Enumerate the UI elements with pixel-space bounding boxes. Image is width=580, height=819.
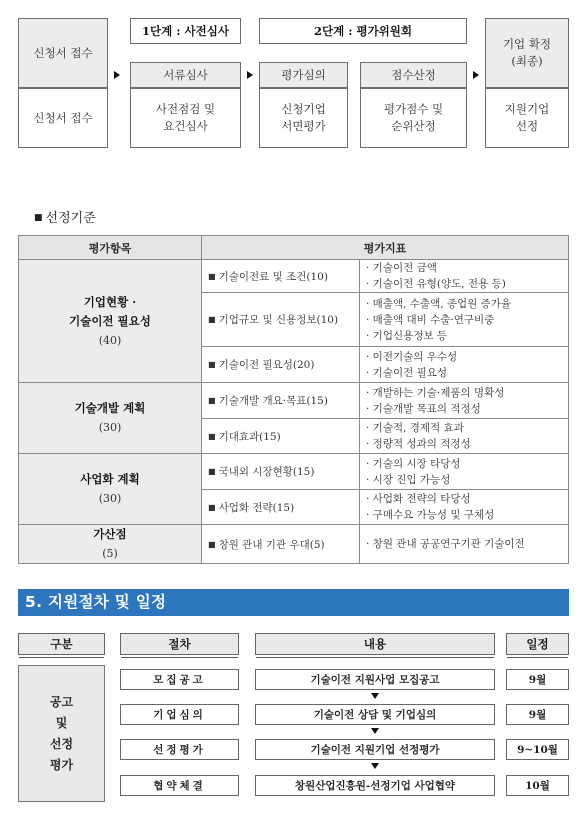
indicator-text: 기술이전 필요성(20) [218,359,315,371]
header-procedure-text: 절차 [168,637,191,651]
detail-cell [360,293,569,347]
flow-doc-review-line1: 사전점검 및 [155,102,216,116]
flow-doc-review-line2: 요건심사 [163,119,208,133]
detail-cell [360,383,569,419]
indicator-cell [202,454,360,490]
indicator-cell [202,293,360,347]
detail-line: · 기술개발 목표의 적정성 [366,402,481,415]
table-row [19,260,569,293]
flow-doc-review-top-text: 서류심사 [163,67,208,82]
detail-line: · 기술이전 필요성 [366,366,448,379]
stage-line: 평가 [49,757,74,772]
detail-line: · 기술이전 금액 [366,262,437,274]
flow-final-top-text [503,36,551,70]
flow-score-bottom [360,88,467,148]
detail-line: · 이전기술의 우수성 [366,350,458,363]
flow-receipt-bottom-text: 신청서 접수 [33,110,93,125]
criteria-category-cell [19,525,202,564]
detail-line: · 개발하는 기술·제품의 명확성 [366,386,505,399]
arrow-down-icon [371,763,379,769]
criteria-header-row [19,236,569,260]
procedure-content-cell: 창원산업진흥원-선정기업 사업협약 [255,775,495,796]
flow-score-line2: 순위산정 [391,119,436,133]
detail-line: · 시장 진입 가능성 [366,473,451,486]
indicator-text: 기술이전료 및 조건(10) [218,270,328,283]
header-underline [256,657,494,658]
square-bullet-icon: ■ [208,396,216,405]
flow-arrow-right-icon [114,71,120,79]
flow-score-bottom-text [384,101,443,135]
category-name-line1: 기술개발 계획 [74,401,146,415]
indicator-cell [202,260,360,293]
indicator-text: 국내외 시장현황(15) [218,466,315,478]
criteria-category-cell [19,383,202,454]
indicator-cell [202,347,360,383]
indicator-cell [202,525,360,564]
category-name-line1: 가산점 [93,527,127,541]
header-schedule-text: 일정 [526,637,549,651]
square-bullet-icon: ■ [208,271,216,281]
square-bullet-icon: ■ [208,467,216,476]
criteria-header-indicator: 평가지표 [202,236,569,260]
flow-score-top-text: 점수산정 [391,67,436,82]
criteria-header-category: 평가항목 [19,236,202,260]
indicator-text: 사업화 전략(15) [218,501,295,514]
procedure-stage-cell [18,665,105,802]
detail-line: · 기술적, 경제적 효과 [366,422,464,434]
detail-line: · 기술의 시장 타당성 [366,457,461,470]
detail-cell [360,347,569,383]
procedure-header-schedule [506,633,569,655]
category-score: (30) [98,421,122,434]
table-row [19,454,569,490]
flow-eval-top [259,62,348,88]
square-bullet-icon: ■ [208,539,216,549]
procedure-header-content [255,633,495,655]
detail-cell [360,525,569,564]
flow-arrow-right-icon [473,71,479,79]
header-underline [121,657,238,658]
detail-cell [360,419,569,454]
detail-cell [360,454,569,490]
square-bullet-icon: ■ [34,213,43,223]
stage-text [50,692,73,776]
table-row [19,525,569,564]
indicator-cell [202,490,360,525]
flow-score-line1: 평가점수 및 [383,102,444,116]
detail-cell [360,260,569,293]
category-score: (5) [102,547,118,560]
procedure-content-cell: 기술이전 지원기업 선정평가 [255,739,495,760]
procedure-step-cell: 기업심의 [120,704,239,725]
flow-eval-line2: 서면평가 [281,119,326,133]
detail-line: · 기술이전 유형(양도, 전용 등) [366,278,506,290]
flow-final-top-line1: 기업 확정 [502,37,552,51]
procedure-step-cell: 선정평가 [120,739,239,760]
flow-receipt-top [18,18,108,88]
header-underline [507,657,568,658]
detail-line: · 매출액 대비 수출·연구비중 [366,313,495,326]
flow-final-bottom-line2: 선정 [515,119,539,133]
square-bullet-icon: ■ [208,502,216,512]
category-score: (40) [98,333,122,347]
arrow-down-icon [371,728,379,734]
procedure-step-cell: 모집공고 [120,669,239,690]
flow-final-bottom-line1: 지원기업 [504,102,550,116]
criteria-category-cell [19,260,202,383]
header-category-text: 구분 [50,637,73,651]
flow-step2-label [259,18,467,44]
criteria-section-title [34,207,96,226]
selection-flow-diagram [0,0,580,160]
square-bullet-icon: ■ [208,315,216,324]
procedure-header-procedure [120,633,239,655]
flow-eval-line1: 신청기업 [281,102,326,116]
flow-score-top [360,62,467,88]
flow-receipt-top-text: 신청서 접수 [33,45,93,60]
stage-line: 선정 [49,736,74,751]
arrow-down-icon [371,693,379,699]
header-underline [19,657,104,658]
table-row [19,383,569,419]
stage-line: 공고 [49,694,74,709]
flow-step1-text: 1단계 : 사전심사 [142,23,229,38]
flow-eval-bottom-text [281,101,325,135]
procedure-schedule-cell: 9월 [506,669,569,690]
flow-final-bottom [485,88,569,148]
flow-arrow-right-icon [247,71,253,79]
flow-doc-review-bottom [130,88,241,148]
section5-title-bar: 5. 지원절차 및 일정 [18,589,569,616]
flow-step2-text: 2단계 : 평가위원회 [313,23,413,38]
detail-line: · 사업화 전략의 타당성 [366,493,471,505]
procedure-step-cell: 협약체결 [120,775,239,796]
indicator-text: 기업규모 및 신용정보(10) [218,314,339,326]
procedure-schedule-cell: 9~10월 [506,739,569,760]
flow-final-bottom-text [505,101,549,135]
detail-line: · 매출액, 수출액, 종업원 증가율 [366,297,512,310]
procedure-content-cell: 기술이전 상담 및 기업심의 [255,704,495,725]
indicator-text: 기대효과(15) [218,430,281,443]
procedure-schedule-cell: 9월 [506,704,569,725]
square-bullet-icon: ■ [208,431,216,441]
procedure-header-category [18,633,105,655]
criteria-category-cell [19,454,202,525]
detail-line: · 기업신용정보 등 [366,329,448,342]
indicator-text: 기술개발 개요·목표(15) [218,395,328,407]
criteria-title-text: 선정기준 [45,211,96,226]
detail-line: · 정량적 성과의 적정성 [366,438,471,450]
indicator-cell [202,419,360,454]
category-name-line1: 기업현황 · [83,294,137,309]
indicator-cell [202,383,360,419]
category-name-line1: 사업화 계획 [80,472,140,486]
flow-step1-label [130,18,241,44]
header-content-text: 내용 [363,637,387,651]
procedure-content-cell: 기술이전 지원사업 모집공고 [255,669,495,690]
flow-doc-review-bottom-text [156,101,215,135]
detail-cell [360,490,569,525]
procedure-schedule-cell: 10월 [506,775,569,796]
flow-eval-top-text: 평가심의 [281,67,326,82]
flow-doc-review-top [130,62,241,88]
category-score: (30) [98,492,122,505]
flow-eval-bottom [259,88,348,148]
detail-line: · 구매수요 가능성 및 구체성 [366,509,495,521]
flow-final-top [485,18,569,88]
indicator-text: 창원 관내 기관 우대(5) [218,538,325,551]
detail-line: · 창원 관내 공공연구기관 기술이전 [366,538,525,550]
flow-receipt-bottom [18,88,108,148]
criteria-table [18,235,569,564]
flow-final-top-line2: (최종) [511,54,543,68]
category-name-line2: 기술이전 필요성 [69,313,151,328]
stage-line: 및 [55,715,68,730]
square-bullet-icon: ■ [208,360,216,369]
